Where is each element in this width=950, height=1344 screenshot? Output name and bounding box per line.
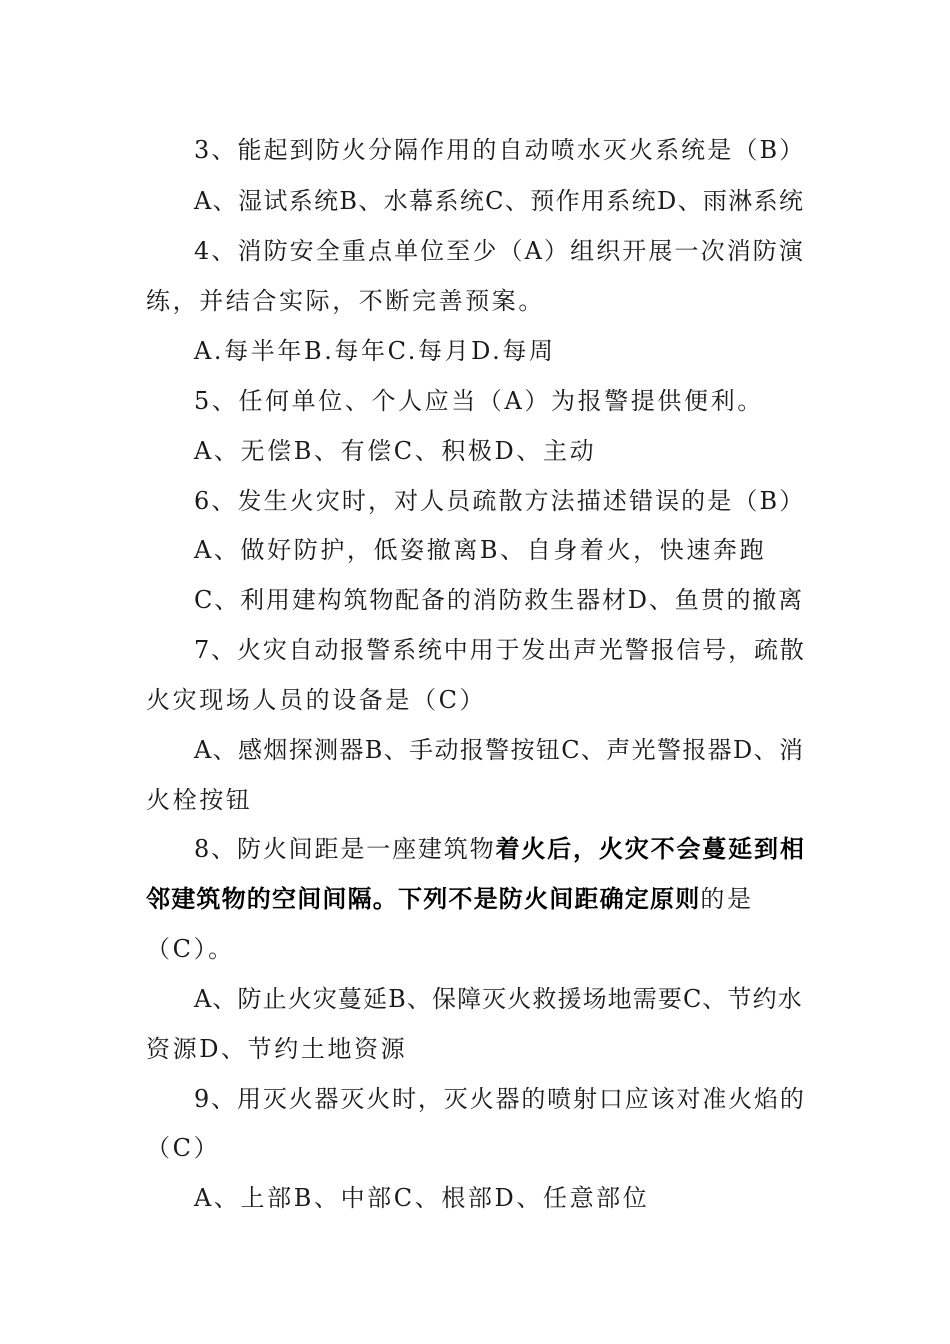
question-6-options-1: A、做好防护，低姿撤离B、自身着火，快速奔跑 xyxy=(194,536,767,564)
question-8-bold-continued: 邻建筑物的空间间隔。下列不是防火间距确定原则 xyxy=(146,885,701,913)
question-3: 3、能起到防火分隔作用的自动喷水灭火系统是（B） xyxy=(194,136,806,164)
question-8-text: 8、防火间距是一座建筑物 xyxy=(194,835,496,863)
question-6: 6、发生火灾时，对人员疏散方法描述错误的是（B） xyxy=(194,487,806,515)
question-7-continued: 火灾现场人员的设备是（C） xyxy=(146,686,487,714)
question-9-options: A、上部B、中部C、根部D、任意部位 xyxy=(194,1184,650,1212)
question-5: 5、任何单位、个人应当（A）为报警提供便利。 xyxy=(194,387,764,415)
question-4: 4、消防安全重点单位至少（A）组织开展一次消防演 xyxy=(194,237,805,265)
question-7: 7、火灾自动报警系统中用于发出声光警报信号，疏散 xyxy=(194,636,806,664)
question-5-options: A、无偿B、有偿C、积极D、主动 xyxy=(194,437,597,465)
question-8 xyxy=(194,829,806,869)
question-8-continued xyxy=(146,879,806,919)
question-8-options: A、防止火灾蔓延B、保障灭火救援场地需要C、节约水 xyxy=(194,985,803,1013)
question-7-options-continued: 火栓按钮 xyxy=(146,786,253,814)
question-4-options: A.每半年B.每年C.每月D.每周 xyxy=(194,337,556,365)
question-9: 9、用灭火器灭火时，灭火器的喷射口应该对准火焰的 xyxy=(194,1085,806,1113)
question-3-options: A、湿试系统B、水幕系统C、预作用系统D、雨淋系统 xyxy=(194,187,805,215)
question-9-answer: （C） xyxy=(146,1134,221,1162)
question-8-text-end: 的是 xyxy=(700,885,754,913)
question-8-answer: （C）。 xyxy=(146,935,235,963)
question-8-bold-text: 着火后，火灾不会蔓延到相 xyxy=(495,835,806,863)
question-6-options-2: C、利用建构筑物配备的消防救生器材D、鱼贯的撤离 xyxy=(194,586,805,614)
question-7-options: A、感烟探测器B、手动报警按钮C、声光警报器D、消 xyxy=(194,736,805,764)
question-8-options-continued: 资源D、节约土地资源 xyxy=(146,1035,408,1063)
question-4-continued: 练，并结合实际，不断完善预案。 xyxy=(146,287,545,315)
